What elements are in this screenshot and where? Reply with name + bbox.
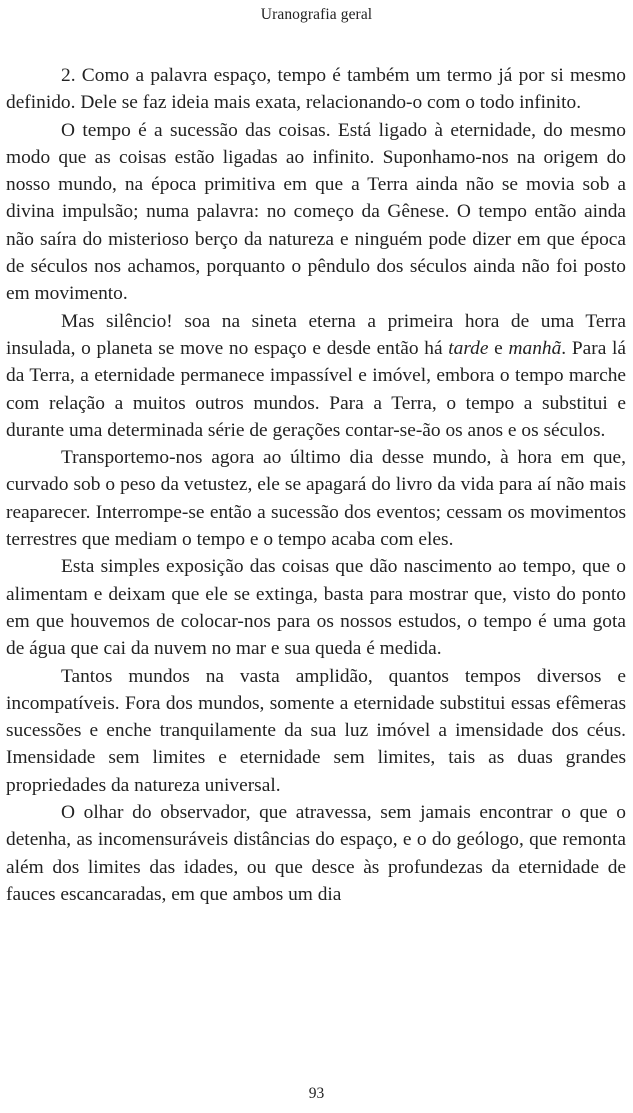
paragraph-1-text: Como a palavra espaço, tempo é também um termo já por si mesmo definido. Dele se faz ideia mais exata, relacionando-o com o todo infinito. — [6, 65, 626, 114]
section-number: 2. — [61, 65, 76, 86]
page-number: 93 — [308, 1085, 325, 1102]
body-text — [6, 62, 626, 908]
paragraph-6: Tantos mundos na vasta amplidão, quantos tempos diversos e incompatíveis. Fora dos mundos, somente a eternidade substitui essas efêmeras sucessões e enche tranquilamente da sua luz imóvel a imensidade dos céus. Imensidade sem limites e eternidade sem limites, tais as duas grandes propriedades da natureza universal. — [6, 665, 626, 796]
paragraph-7: O olhar do observador, que atravessa, sem jamais encontrar o que o detenha, as incomensuráveis distâncias do espaço, e o do geólogo, que remonta além dos limites das idades, ou que desce às profundezas da eternidade de fauces escancaradas, em que ambos um dia — [6, 802, 626, 905]
running-head: Uranografia geral — [260, 6, 373, 23]
paragraph-3 — [6, 308, 626, 444]
paragraph-3-text-mid: e — [488, 337, 509, 359]
paragraph-1 — [6, 62, 626, 117]
paragraph-5: Esta simples exposição das coisas que dão nascimento ao tempo, que o alimentam e deixam que ele se extinga, basta para mostrar que, visto do ponto em que houvemos de colocar-nos para os nossos estudos, o tempo é uma gota de água que cai da nuvem no mar e sua queda é medida. — [6, 556, 626, 660]
paragraph-3-text-before: Mas silêncio! soa na sineta eterna a primeira hora de uma Terra insulada, o planeta se move no espaço e desde então há — [6, 310, 626, 359]
italic-word-tarde: tarde — [448, 337, 489, 359]
paragraph-3-text-after: . Para lá da Terra, a eternidade permanece impassível e imóvel, embora o tempo marche com relação a muitos outros mundos. Para a Terra, o tempo a substitui e durante uma determinada série de gerações contar-se-ão os anos e os séculos. — [6, 337, 626, 441]
italic-word-manha: manhã — [508, 337, 562, 359]
paragraph-2: O tempo é a sucessão das coisas. Está ligado à eternidade, do mesmo modo que as coisas estão ligadas ao infinito. Suponhamo-nos na origem do nosso mundo, na época primitiva em que a Terra ainda não se movia sob a divina impulsão; numa palavra: no começo da Gênese. O tempo então ainda não saíra do misterioso berço da natureza e ninguém pode dizer em que época de séculos nos achamos, porquanto o pêndulo dos séculos ainda não foi posto em movimento. — [6, 119, 626, 305]
paragraph-4: Transportemo-nos agora ao último dia desse mundo, à hora em que, curvado sob o peso da vetustez, ele se apagará do livro da vida para aí não mais reaparecer. Interrompe-se então a sucessão dos eventos; cessam os movimentos terrestres que mediam o tempo e o tempo acaba com eles. — [6, 447, 626, 551]
